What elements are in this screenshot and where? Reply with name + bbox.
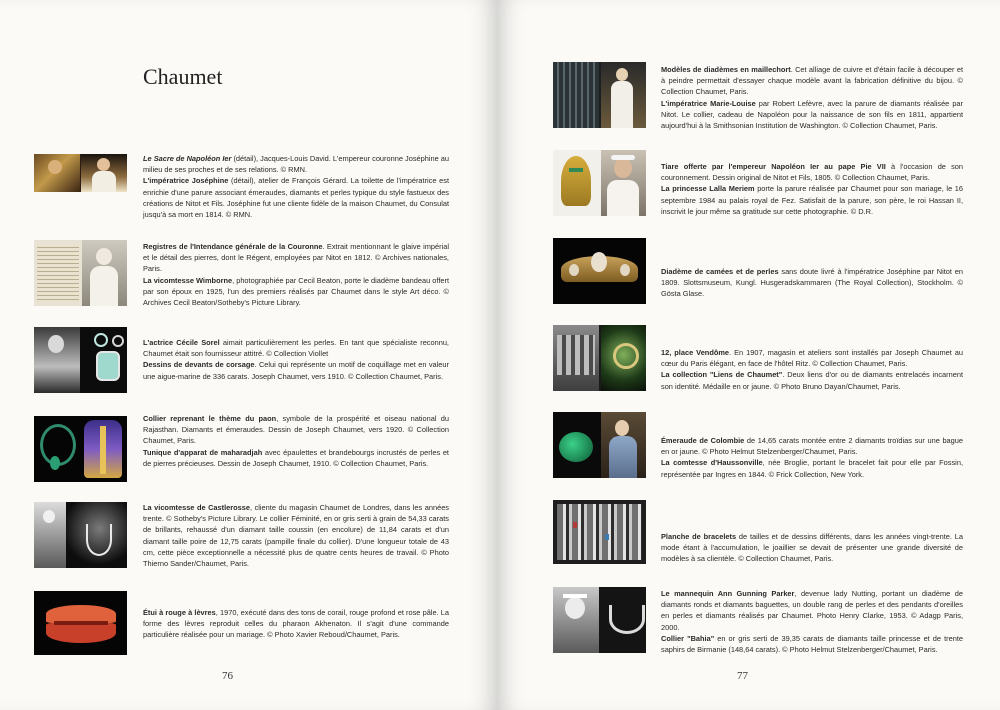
- caption-label: La vicomtesse Wimborne: [143, 275, 233, 285]
- image-registres-wimborne: [34, 240, 127, 306]
- image-planche-bracelets: [553, 500, 646, 564]
- caption-entry-3: [143, 337, 449, 382]
- image-sacre-de-napoleon: [34, 154, 127, 192]
- caption-entry-6: [143, 607, 449, 641]
- caption-entry-r4: [661, 347, 963, 392]
- image-collier-paon: [34, 416, 127, 482]
- image-etui-rouge-a-levres: [34, 591, 127, 655]
- caption-label: La vicomtesse de Castlerosse: [143, 503, 250, 512]
- caption-label: Planche de bracelets: [661, 532, 737, 541]
- page-number-right: 77: [737, 670, 748, 682]
- caption-label: Modèles de diadèmes en maillechort: [661, 65, 791, 74]
- caption-text: porte la parure réalisée par Chaumet pour son mariage, le 16 septembre 1984 au palais royal de Fez. Satisfait de la parure, son père, le roi Hassan II, inscrivit le jour même sa gratitude sur cette photographie. © D.R.: [661, 184, 963, 216]
- caption-text: , symbole de la prospérité et oiseau national du Rajasthan. Diamants et émeraudes. Dessin de Joseph Chaumet, vers 1920. © Collection Chaumet, Paris.: [143, 414, 450, 446]
- caption-text: . Extrait mentionnant le glaive impérial et le détail des pierres, dont le Régent, employées par Nitot en 1812. © Archives nationales, Paris.: [143, 242, 449, 274]
- caption-label: La princesse Lalla Meriem: [661, 184, 755, 194]
- caption-text: . Celui qui représente un motif de coquillage met en valeur une aigue-marine de 336 carats. Joseph Chaumet, vers 1910. © Collection Chaumet, Paris.: [143, 360, 449, 381]
- caption-label: La comtesse d'Haussonville: [661, 458, 763, 468]
- image-diademe-camees: [553, 238, 646, 304]
- caption-text: de 14,65 carats montée entre 2 diamants troïdias sur une bague en or jaune. © Photo Helmut Stelzenberger/Chaumet, Paris.: [661, 436, 963, 457]
- caption-text: , photographiée par Cecil Beaton, porte le diadème bandeau offert par son époux en 1925, l'un des premiers réalisés par Chaumet dans le style Art déco. © Archives Cecil Beaton/Sotheby's Picture Library.: [143, 275, 450, 308]
- page-title: Chaumet: [143, 64, 223, 89]
- caption-label: Tunique d'apparat de maharadjah: [143, 447, 263, 457]
- caption-entry-4: [143, 413, 449, 469]
- caption-text: (détail), atelier de François Gérard. La toilette de l'impératrice est enrichie d'une parure associant émeraudes, diamants et perles typique du style fastueux des créations de Nitot et Fils. Joséphine fut une cliente fidèle de la maison Chaumet, du Consulat jusqu'à sa mort en 1814. © RMN.: [143, 176, 449, 220]
- caption-text: . En 1907, magasin et ateliers sont installés par Joseph Chaumet au cœur du Paris élégant, en face de l'hôtel Ritz. © Collection Chaumet, Paris.: [661, 348, 963, 369]
- caption-label: Registres de l'Intendance générale de la Couronne: [143, 242, 323, 251]
- caption-label: L'impératrice Joséphine: [143, 176, 229, 186]
- image-diademes-marie-louise: [553, 62, 646, 128]
- caption-text: aimait particulièrement les perles. En tant que spécialiste reconnu, Chaumet était son fournisseur attitré. © Collection Viollet: [143, 338, 449, 359]
- caption-text: en or gris serti de 39,35 carats de diamants taille princesse et de trente saphirs de Birmanie (148,64 carats). © Photo Helmut Stelzenberger/Chaumet, Paris.: [661, 633, 963, 655]
- caption-text: , née Broglie, portant le bracelet fait pour elle par Fossin, représentée par Ingres en 1844. © Frick Collection, New York.: [661, 458, 963, 479]
- image-ann-gunning-bahia: [553, 587, 646, 653]
- caption-text: de tailles et de dessins différents, dans les années vingt-trente. La mode étant à l'accumulation, le joaillier se devait de présenter une grande diversité de modèles à sa clientèle. © Collection Chaumet, Paris.: [661, 532, 963, 564]
- caption-entry-r7: [661, 588, 963, 655]
- caption-text: à l'occasion de son couronnement. Dessin original de Nitot et Fils, 1805. © Collection Chaumet, Paris.: [661, 162, 964, 183]
- image-tiare-lalla-meriem: [553, 150, 646, 216]
- caption-text: . Deux liens d'or ou de diamants entrelacés incarnent son identité. Médaille en or jaune. © Photo Bruno Dayan/Chaumet, Paris.: [661, 370, 963, 391]
- caption-label: L'impératrice Marie-Louise: [661, 98, 756, 108]
- caption-entry-r5: [661, 435, 963, 480]
- caption-label: Tiare offerte par l'empereur Napoléon Ier au pape Pie VII: [661, 162, 886, 171]
- caption-text: par Robert Lefèvre, avec la parure de diamants réalisée par Nitot. Le collier, cadeau de Napoléon pour la naissance de son fils en 1811, appartient aujourd'hui à la Smithsonian Institution de Washington. © Collection Chaumet, Paris.: [661, 98, 963, 131]
- caption-entry-5: [143, 502, 449, 569]
- caption-text: sans doute livré à l'impératrice Joséphine par Nitot en 1809. Slottsmuseum, Kungl. Husgeradskammaren (The Royal Collection), Stockholm. © Gösta Glase.: [661, 267, 963, 299]
- image-cecile-sorel: [34, 327, 127, 393]
- caption-label: L'actrice Cécile Sorel: [143, 338, 220, 347]
- caption-label: Collier reprenant le thème du paon: [143, 414, 277, 423]
- caption-label: 12, place Vendôme: [661, 348, 730, 357]
- caption-text: avec épaulettes et brandebourgs incrustés de perles et de pierres précieuses. Dessin de Joseph Chaumet, 1910. © Collection Chaumet, Paris.: [143, 447, 449, 468]
- caption-text: , devenue lady Nutting, portant un diadème de diamants ronds et diamants baguettes, un double rang de perles et des pendants d'oreilles en perles et diamants réalisés par Chaumet. Photo Henry Clarke, 1953. © Adagp Paris, 2000.: [661, 589, 963, 632]
- image-emeraude-haussonville: [553, 412, 646, 478]
- page-number-left: 76: [222, 670, 233, 682]
- caption-entry-r2: [661, 161, 963, 217]
- caption-entry-2: [143, 241, 449, 308]
- caption-text: , 1970, exécuté dans des tons de corail, rouge profond et rose pâle. La forme des lèvres reproduit celles du pharaon Akhenaton. Il s'agit d'une commande particulière réalisée pour un mariage. © Photo Xavier Reboud/Chaumet, Paris.: [143, 608, 450, 640]
- caption-text: , cliente du magasin Chaumet de Londres, dans les années trente. © Sotheby's Picture Library. Le collier Féminité, en or gris serti à grain de 54,33 carats de brillants, rehaussé d'un diamant taille coussin (en encolure) de 11,84 carats et d'un diamant taille poire de 12,75 carats (pampille finale du collier). D'une longueur totale de 43 cm, cette pièce exceptionnelle a nécessité plus de quatre cents heures de travail. © Photo Thierno Sander/Chaumet, Paris.: [143, 503, 449, 569]
- caption-label: Le mannequin Ann Gunning Parker: [661, 589, 795, 598]
- caption-label: Collier "Bahia": [661, 633, 715, 643]
- caption-text: (détail), Jacques-Louis David. L'empereur couronne Joséphine au milieu de ses proches et de ses relations. © RMN.: [143, 154, 449, 175]
- caption-label: Émeraude de Colombie: [661, 436, 745, 445]
- caption-entry-1: [143, 153, 449, 220]
- caption-text: . Cet alliage de cuivre et d'étain facile à découper et à peindre permettait d'essayer chaque modèle avant la fabrication définitive du bijou. © Collection Chaumet, Paris.: [661, 65, 963, 97]
- caption-label: Le Sacre de Napoléon Ier: [143, 154, 232, 163]
- image-place-vendome: [553, 325, 646, 391]
- caption-label: Étui à rouge à lèvres: [143, 608, 216, 617]
- caption-label: Dessins de devants de corsage: [143, 360, 255, 370]
- caption-label: Diadème de camées et de perles: [661, 267, 779, 276]
- caption-entry-r6: [661, 531, 963, 565]
- caption-entry-r1: [661, 64, 963, 131]
- caption-label: La collection "Liens de Chaumet": [661, 370, 783, 380]
- image-castlerosse-feminite: [34, 502, 127, 568]
- left-page: [0, 0, 497, 710]
- right-page: [497, 0, 1000, 710]
- caption-entry-r3: [661, 266, 963, 300]
